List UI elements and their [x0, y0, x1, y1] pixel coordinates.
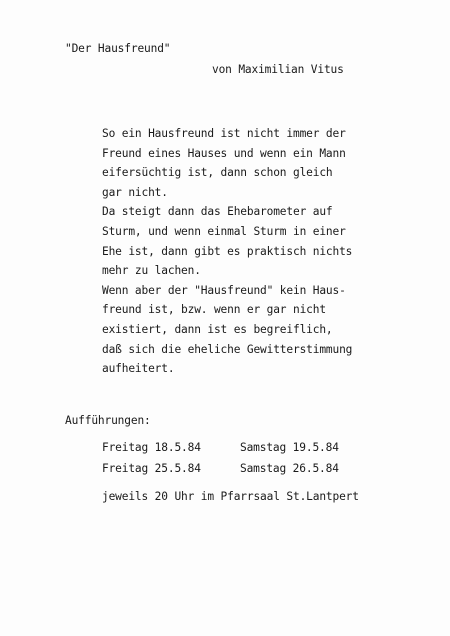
body-paragraph — [102, 127, 352, 382]
performances-heading: Aufführungen: — [65, 414, 151, 427]
performance-date: Samstag 26.5.84 — [240, 462, 339, 475]
body-line: Ehe ist, dann gibt es praktisch nichts — [102, 244, 353, 258]
performance-row — [102, 441, 339, 462]
body-line: Wenn aber der "Hausfreund" kein Haus- — [102, 283, 346, 297]
body-line: existiert, dann ist es begreiflich, — [102, 322, 333, 336]
body-line: Freund eines Hauses und wenn ein Mann — [102, 146, 346, 160]
performance-date: Samstag 19.5.84 — [240, 441, 339, 454]
body-line: freund ist, bzw. wenn er gar nicht — [102, 303, 326, 317]
body-line: aufheitert. — [102, 362, 175, 376]
document-author: von Maximilian Vitus — [212, 63, 344, 76]
performance-row — [102, 462, 339, 483]
performances-table — [102, 441, 339, 483]
body-line: daß sich die eheliche Gewitterstimmung — [102, 342, 353, 356]
body-line: eifersüchtig ist, dann schon gleich — [102, 166, 333, 180]
document-title: "Der Hausfreund" — [65, 42, 171, 55]
body-line: Sturm, und wenn einmal Sturm in einer — [102, 224, 346, 238]
venue-line: jeweils 20 Uhr im Pfarrsaal St.Lantpert — [102, 490, 359, 503]
body-line: So ein Hausfreund ist nicht immer der — [102, 127, 346, 140]
body-line: Da steigt dann das Ehebarometer auf — [102, 205, 333, 219]
body-line: mehr zu lachen. — [102, 264, 201, 278]
body-line: gar nicht. — [102, 185, 168, 199]
performance-date: Freitag 25.5.84 — [102, 462, 201, 475]
performance-date: Freitag 18.5.84 — [102, 441, 201, 454]
